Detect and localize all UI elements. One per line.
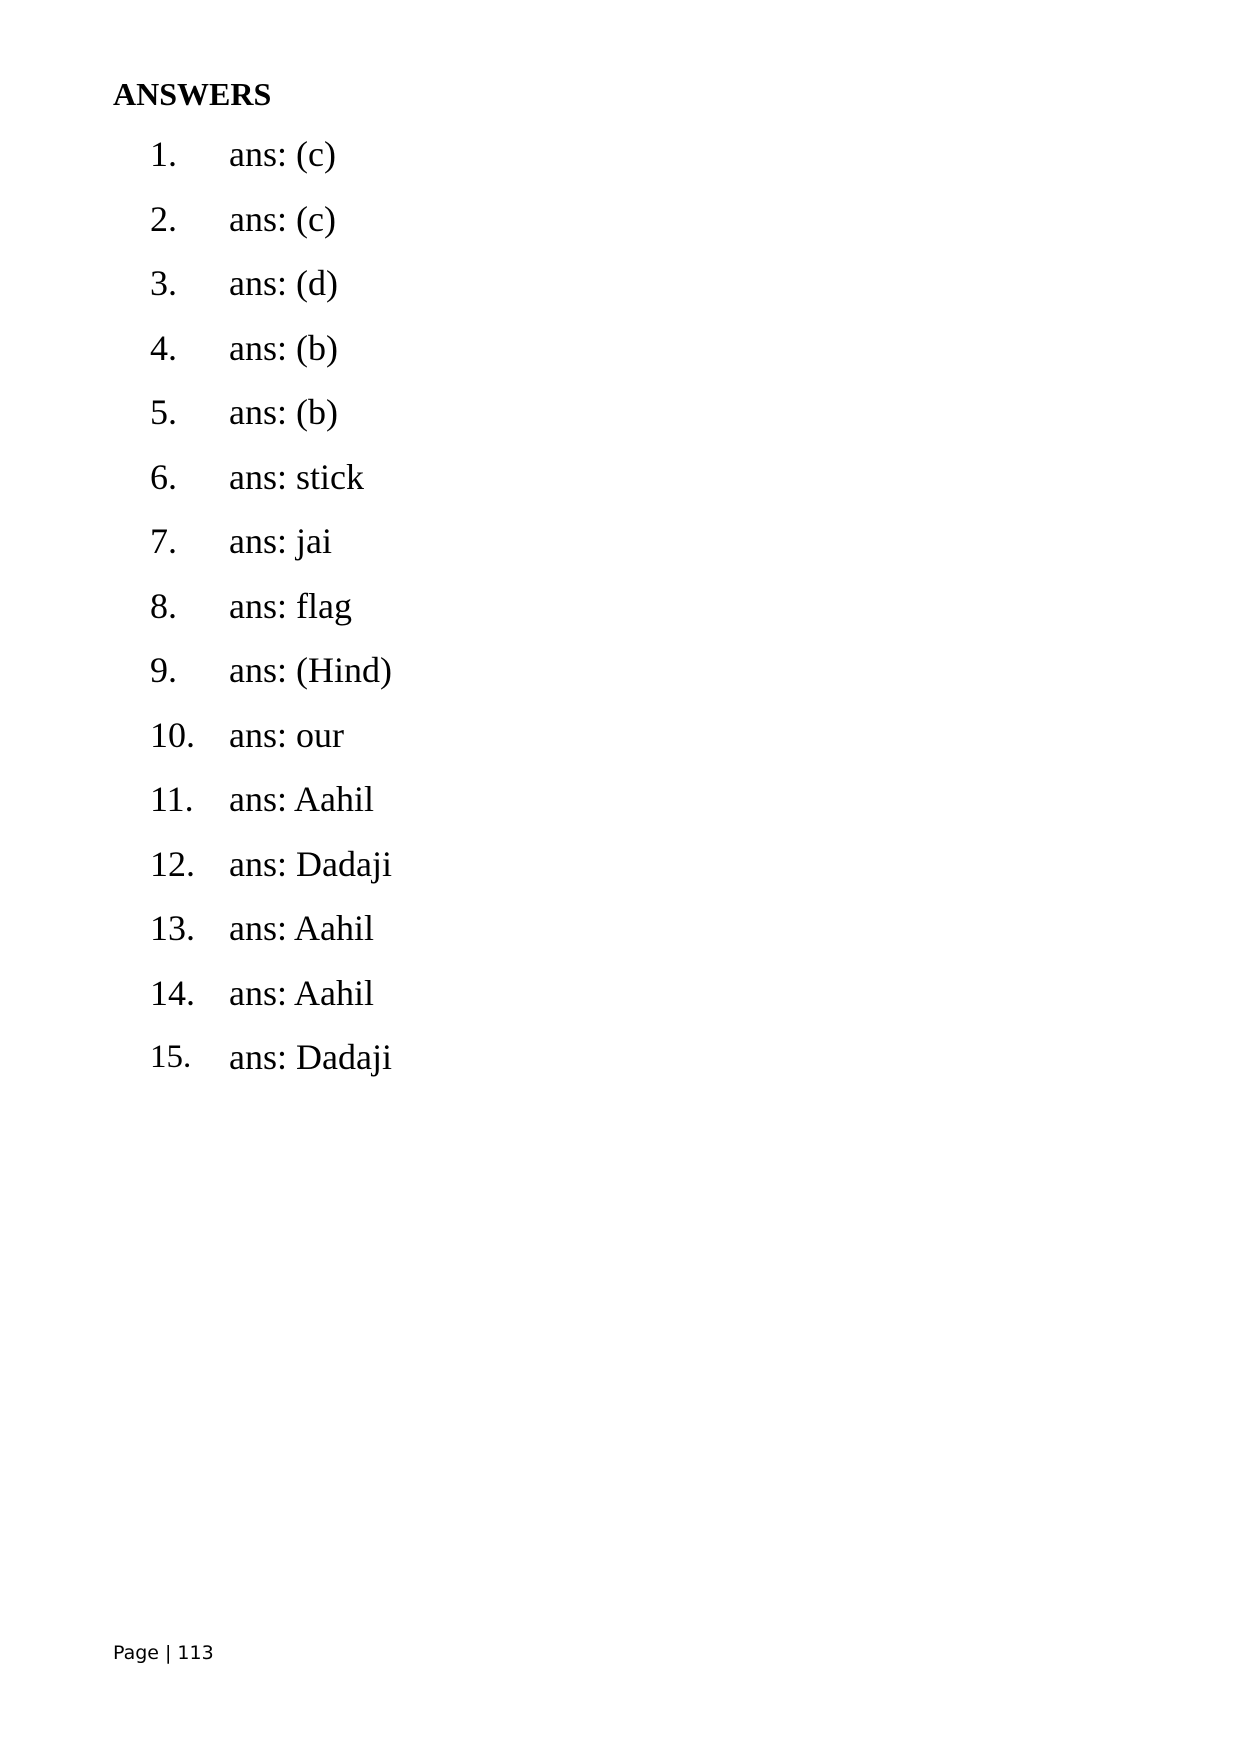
answer-text: ans: Dadaji	[229, 843, 392, 884]
answer-item	[0, 132, 700, 197]
answer-item	[0, 197, 700, 262]
answer-number: 7.	[150, 521, 177, 561]
answer-number: 1.	[150, 134, 177, 174]
page-number: 113	[177, 1642, 214, 1664]
answer-number: 15.	[150, 1039, 192, 1075]
answer-text: ans: our	[229, 714, 344, 755]
answer-text: ans: jai	[229, 521, 332, 561]
answer-text: ans: flag	[229, 585, 352, 626]
answer-text: ans: (b)	[229, 327, 338, 368]
answer-text: ans: (b)	[229, 392, 338, 432]
answer-number: 4.	[150, 327, 177, 368]
page-footer	[113, 1641, 214, 1665]
answer-number: 3.	[150, 263, 177, 303]
answer-text: ans: Dadaji	[229, 1037, 392, 1077]
answer-text: ans: Aahil	[229, 908, 374, 948]
answers-heading: ANSWERS	[113, 76, 272, 112]
answer-item	[0, 906, 700, 971]
answer-item	[0, 713, 700, 778]
answer-item	[0, 390, 700, 455]
answer-number: 6.	[150, 456, 177, 497]
answer-item	[0, 777, 700, 842]
answer-number: 5.	[150, 392, 177, 432]
answer-text: ans: stick	[229, 456, 364, 497]
answer-text: ans: (c)	[229, 198, 336, 239]
page-label: Page	[113, 1642, 159, 1664]
answer-number: 10.	[150, 714, 195, 755]
answer-item	[0, 455, 700, 520]
answer-number: 8.	[150, 585, 177, 626]
answer-number: 12.	[150, 843, 195, 884]
answer-item	[0, 584, 700, 649]
answer-text: ans: (d)	[229, 263, 338, 303]
answer-number: 14.	[150, 972, 195, 1013]
answer-item	[0, 519, 700, 584]
answer-item	[0, 971, 700, 1036]
answer-text: ans: (c)	[229, 134, 336, 174]
answer-number: 2.	[150, 198, 177, 239]
answer-text: ans: Aahil	[229, 972, 374, 1013]
answer-item	[0, 261, 700, 326]
answer-number: 13.	[150, 908, 195, 948]
answer-text: ans: Aahil	[229, 779, 374, 819]
answer-list	[0, 132, 700, 1100]
answer-item	[0, 648, 700, 713]
answer-item	[0, 842, 700, 907]
answer-number: 9.	[150, 650, 177, 690]
footer-separator: |	[165, 1642, 172, 1664]
answer-number: 11.	[150, 779, 194, 819]
answer-item	[0, 1035, 700, 1100]
answer-text: ans: (Hind)	[229, 650, 392, 690]
answer-item	[0, 326, 700, 391]
